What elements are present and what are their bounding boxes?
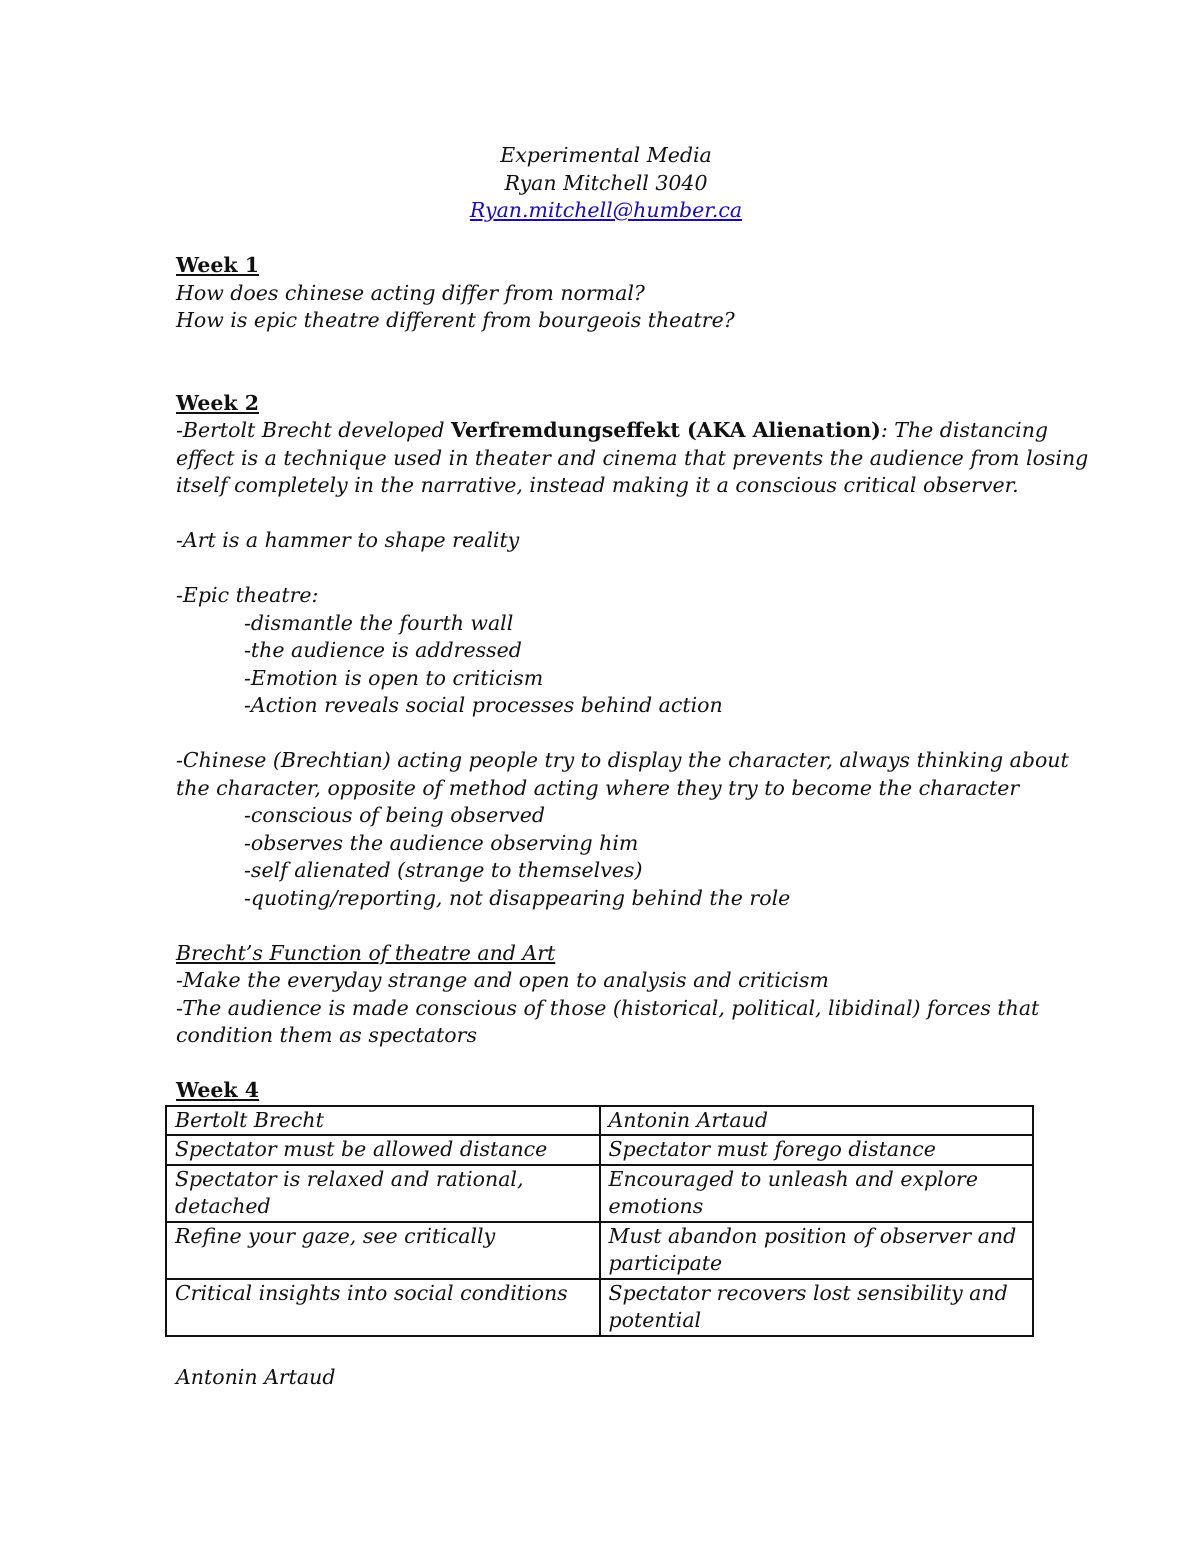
spacer bbox=[176, 335, 1036, 363]
chinese-acting-item: -quoting/reporting, not disappearing behind the role bbox=[244, 885, 791, 910]
epic-theatre-label: -Epic theatre: bbox=[176, 583, 319, 607]
table-row bbox=[166, 1135, 1033, 1165]
chinese-acting-item: -conscious of being observed bbox=[244, 803, 545, 827]
table-cell: Must abandon position of observer and participate bbox=[600, 1222, 1034, 1279]
spacer bbox=[176, 1337, 1036, 1365]
brecht-definition-line-3: itself completely in the narrative, instead making it a conscious critical observer. bbox=[176, 473, 1019, 497]
epic-item: -Action reveals social processes behind action bbox=[244, 693, 723, 717]
chinese-acting-item: -observes the audience observing him bbox=[244, 830, 639, 855]
table-cell: Spectator is relaxed and rational, detached bbox=[166, 1165, 600, 1222]
brecht-term: Verfremdungseffekt (AKA Alienation) bbox=[451, 418, 881, 442]
table-cell: Spectator recovers lost sensibility and potential bbox=[600, 1279, 1034, 1336]
week1-question-1: How does chinese acting differ from normal? bbox=[176, 280, 645, 305]
chinese-acting-line-2: the character, opposite of method acting where they try to become the character bbox=[176, 775, 1020, 800]
spacer bbox=[176, 1050, 1036, 1078]
spacer bbox=[176, 500, 1036, 528]
table-cell: Bertolt Brecht bbox=[166, 1106, 600, 1136]
epic-item: -dismantle the fourth wall bbox=[244, 610, 514, 635]
email-line bbox=[176, 197, 1036, 225]
table-row bbox=[166, 1279, 1033, 1336]
hammer-note: -Art is a hammer to shape reality bbox=[176, 528, 520, 552]
function-heading: Brecht’s Function of theatre and Art bbox=[176, 940, 556, 965]
chinese-acting-item: -self alienated (strange to themselves) bbox=[244, 858, 643, 882]
brecht-definition-line-2: effect is a technique used in theater and cinema that prevents the audience from losing bbox=[176, 445, 1089, 470]
spacer bbox=[176, 555, 1036, 583]
instructor-line: Ryan Mitchell 3040 bbox=[504, 170, 708, 195]
table-cell: Antonin Artaud bbox=[600, 1106, 1034, 1136]
table-row bbox=[166, 1106, 1033, 1136]
epic-item: -the audience is addressed bbox=[244, 638, 522, 662]
table-row bbox=[166, 1222, 1033, 1279]
spacer bbox=[176, 720, 1036, 748]
table-row bbox=[166, 1165, 1033, 1222]
function-line-2: -The audience is made conscious of those (historical, political, libidinal) forces that bbox=[176, 995, 1040, 1020]
chinese-acting-line-1: -Chinese (Brechtian) acting people try to display the character, always thinking about bbox=[176, 748, 1069, 772]
spacer bbox=[176, 362, 1036, 390]
brecht-prefix: -Bertolt Brecht developed bbox=[176, 418, 452, 442]
email-link[interactable]: Ryan.mitchell@humber.ca bbox=[469, 198, 743, 222]
brecht-definition-line-1 bbox=[176, 417, 1049, 445]
table-cell: Spectator must forego distance bbox=[600, 1135, 1034, 1165]
spacer bbox=[176, 912, 1036, 940]
week2-heading: Week 2 bbox=[176, 390, 260, 415]
document-body bbox=[175, 142, 1089, 1392]
week4-heading: Week 4 bbox=[176, 1078, 260, 1102]
week1-question-2: How is epic theatre different from bourgeois theatre? bbox=[176, 308, 735, 332]
function-line-3: condition them as spectators bbox=[176, 1023, 477, 1047]
course-title: Experimental Media bbox=[500, 143, 712, 167]
table-cell: Encouraged to unleash and explore emotions bbox=[600, 1165, 1034, 1222]
function-line-1: -Make the everyday strange and open to analysis and criticism bbox=[176, 968, 829, 992]
epic-item: -Emotion is open to criticism bbox=[244, 665, 544, 690]
trailing-note: Antonin Artaud bbox=[176, 1365, 336, 1389]
table-cell: Critical insights into social conditions bbox=[166, 1279, 600, 1336]
brecht-definition-start: : The distancing bbox=[880, 418, 1049, 442]
comparison-table bbox=[165, 1105, 1034, 1337]
table-cell: Spectator must be allowed distance bbox=[166, 1135, 600, 1165]
table-cell: Refine your gaze, see critically bbox=[166, 1222, 600, 1279]
week1-heading: Week 1 bbox=[176, 253, 260, 277]
spacer bbox=[176, 225, 1036, 253]
